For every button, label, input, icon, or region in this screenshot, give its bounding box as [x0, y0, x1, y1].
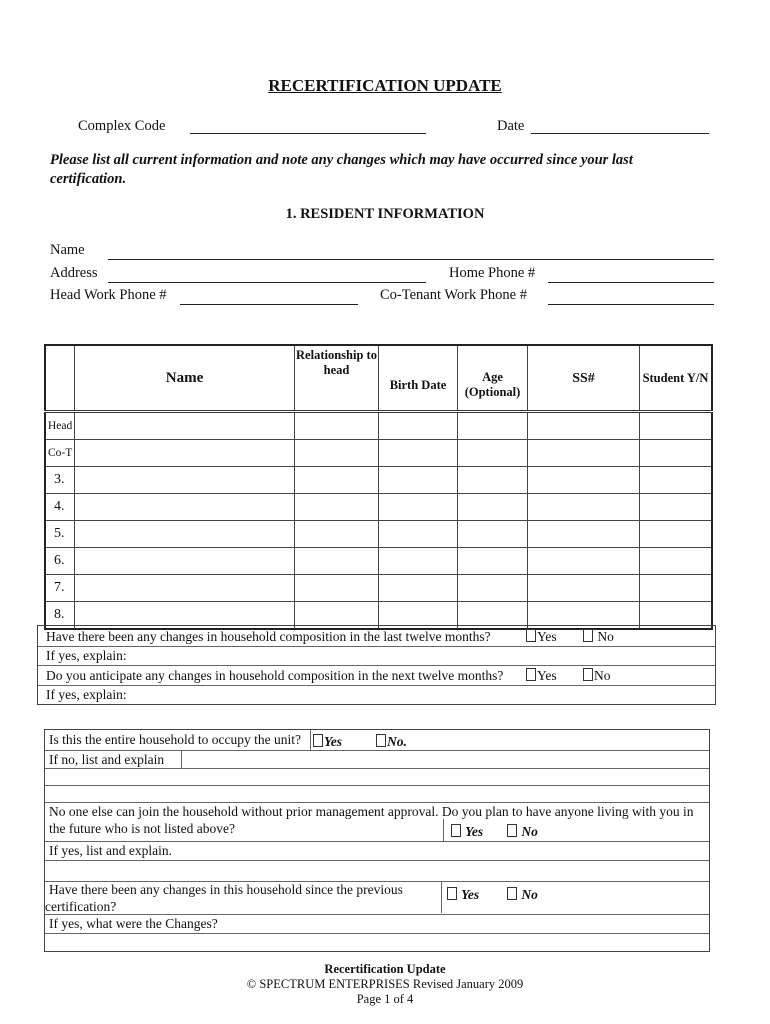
cell-birth-date[interactable] [379, 494, 458, 521]
cell-relationship[interactable] [295, 440, 379, 467]
household-members-table [44, 344, 713, 630]
cell-ssn[interactable] [528, 494, 640, 521]
header-birth-date: Birth Date [379, 345, 458, 412]
cell-name[interactable] [75, 575, 295, 602]
header-ssn: SS# [528, 345, 640, 412]
cell-birth-date[interactable] [379, 521, 458, 548]
entire-yes-option[interactable] [313, 734, 342, 750]
checkbox-icon[interactable] [526, 629, 536, 642]
changes-question-line-1: Have there been any changes in this household since the previous [49, 882, 403, 897]
cell-birth-date[interactable] [379, 548, 458, 575]
divider [45, 860, 709, 861]
cell-relationship[interactable] [295, 575, 379, 602]
head-work-phone-field[interactable] [180, 304, 358, 305]
page-title: RECERTIFICATION UPDATE [268, 76, 502, 95]
header-age: Age (Optional) [458, 345, 528, 412]
row-label: Head [45, 412, 75, 440]
cell-age[interactable] [458, 548, 528, 575]
table-row [45, 521, 712, 548]
cell-relationship[interactable] [295, 548, 379, 575]
divider [310, 730, 311, 750]
cell-age[interactable] [458, 575, 528, 602]
table-row [45, 440, 712, 467]
divider [45, 768, 709, 769]
checkbox-icon[interactable] [507, 824, 517, 837]
checkbox-icon[interactable] [507, 887, 517, 900]
cell-student[interactable] [640, 440, 713, 467]
q1-no-option[interactable] [583, 629, 614, 645]
cell-name[interactable] [75, 412, 295, 440]
name-label: Name [50, 242, 85, 258]
cell-age[interactable] [458, 494, 528, 521]
yes-label: Yes [537, 668, 557, 683]
if-no-label: If no, list and explain [49, 752, 165, 767]
cell-ssn[interactable] [528, 412, 640, 440]
cell-ssn[interactable] [528, 521, 640, 548]
cell-ssn[interactable] [528, 440, 640, 467]
if-yes-changes-label: If yes, what were the Changes? [49, 916, 218, 931]
complex-code-field[interactable] [190, 133, 426, 134]
row-label: 4. [45, 494, 75, 521]
cell-ssn[interactable] [528, 575, 640, 602]
cell-student[interactable] [640, 467, 713, 494]
if-yes-list-label: If yes, list and explain. [49, 843, 172, 858]
no-label: No [597, 629, 614, 644]
no-label: No [521, 824, 538, 839]
approval-yes-option[interactable] [451, 824, 483, 840]
approval-question-line-2: the future who is not listed above? [49, 821, 235, 836]
table-header-row [45, 345, 712, 412]
home-phone-label: Home Phone # [449, 265, 536, 281]
cell-student[interactable] [640, 548, 713, 575]
cell-student[interactable] [640, 575, 713, 602]
complex-code-label: Complex Code [78, 118, 166, 134]
table-row [45, 548, 712, 575]
no-label: No [521, 887, 538, 902]
cell-student[interactable] [640, 521, 713, 548]
divider [45, 802, 709, 803]
cell-student[interactable] [640, 412, 713, 440]
cell-age[interactable] [458, 521, 528, 548]
yes-label: Yes [324, 734, 342, 749]
footer-title: Recertification Update [324, 962, 446, 976]
table-row [45, 575, 712, 602]
cell-name[interactable] [75, 548, 295, 575]
no-label: No. [387, 734, 407, 749]
checkbox-icon[interactable] [376, 734, 386, 747]
row-label: 3. [45, 467, 75, 494]
address-label: Address [50, 265, 98, 281]
cotenant-work-phone-field[interactable] [548, 304, 714, 305]
checkbox-icon[interactable] [313, 734, 323, 747]
divider [45, 841, 709, 842]
header-name: Name [75, 345, 295, 412]
checkbox-icon[interactable] [583, 629, 593, 642]
cell-birth-date[interactable] [379, 440, 458, 467]
header-student: Student Y/N [640, 345, 713, 412]
section-title: 1. RESIDENT INFORMATION [285, 206, 485, 222]
row-label: 6. [45, 548, 75, 575]
cell-ssn[interactable] [528, 467, 640, 494]
divider [45, 914, 709, 915]
changes-yes-option[interactable] [447, 887, 479, 903]
cell-name[interactable] [75, 467, 295, 494]
no-label: No [594, 668, 611, 683]
composition-question-1: Have there been any changes in household composition in the last twelve months? [46, 629, 491, 644]
cell-age[interactable] [458, 440, 528, 467]
cell-age[interactable] [458, 412, 528, 440]
changes-question-line-2: certification? [45, 899, 117, 914]
header-row-label [45, 345, 75, 412]
cell-relationship[interactable] [295, 521, 379, 548]
divider [443, 819, 444, 841]
divider [45, 750, 709, 751]
row-label: 7. [45, 575, 75, 602]
divider [38, 665, 715, 666]
divider [38, 685, 715, 686]
cell-relationship[interactable] [295, 467, 379, 494]
cell-birth-date[interactable] [379, 575, 458, 602]
divider [181, 750, 182, 768]
date-label: Date [497, 118, 525, 134]
cell-name[interactable] [75, 440, 295, 467]
cell-age[interactable] [458, 467, 528, 494]
instructions: Please list all current information and note any changes which may have occurred since your last certification. [50, 152, 633, 187]
explain-2-label: If yes, explain: [46, 687, 127, 702]
q2-no-option[interactable] [583, 668, 611, 684]
cell-student[interactable] [640, 494, 713, 521]
head-work-phone-label: Head Work Phone # [50, 287, 167, 303]
header-relationship: Relationship to head [295, 345, 379, 412]
cell-name[interactable] [75, 521, 295, 548]
row-label: 5. [45, 521, 75, 548]
row-label: Co-T [45, 440, 75, 467]
divider [38, 646, 715, 647]
approval-question-line-1: No one else can join the household without prior management approval. Do you plan to have anyone living with you in [49, 804, 694, 819]
cell-relationship[interactable] [295, 412, 379, 440]
date-field[interactable] [531, 133, 709, 134]
cell-ssn[interactable] [528, 548, 640, 575]
divider [441, 881, 442, 913]
cell-name[interactable] [75, 494, 295, 521]
cotenant-work-phone-label: Co-Tenant Work Phone # [380, 287, 527, 303]
home-phone-field[interactable] [548, 282, 714, 283]
table-row [45, 494, 712, 521]
household-box [44, 729, 710, 952]
cell-birth-date[interactable] [379, 412, 458, 440]
cell-relationship[interactable] [295, 494, 379, 521]
entire-household-question: Is this the entire household to occupy the unit? [49, 732, 301, 747]
checkbox-icon[interactable] [526, 668, 536, 681]
cell-birth-date[interactable] [379, 467, 458, 494]
yes-label: Yes [537, 629, 557, 644]
checkbox-icon[interactable] [451, 824, 461, 837]
name-field[interactable] [108, 259, 714, 260]
changes-no-option[interactable] [507, 887, 538, 903]
explain-1-label: If yes, explain: [46, 648, 127, 663]
table-row [45, 412, 712, 440]
divider [45, 933, 709, 934]
footer-copyright: © SPECTRUM ENTERPRISES Revised January 2009 [246, 977, 524, 991]
checkbox-icon[interactable] [447, 887, 457, 900]
table-row [45, 467, 712, 494]
yes-label: Yes [465, 824, 484, 839]
composition-question-2: Do you anticipate any changes in household composition in the next twelve months? [46, 668, 504, 683]
yes-label: Yes [461, 887, 480, 902]
q1-yes-option[interactable] [526, 629, 557, 645]
composition-box [37, 625, 716, 705]
footer-page-number: Page 1 of 4 [356, 992, 414, 1006]
q2-yes-option[interactable] [526, 668, 557, 684]
address-field[interactable] [108, 282, 426, 283]
checkbox-icon[interactable] [583, 668, 593, 681]
approval-no-option[interactable] [507, 824, 538, 840]
row-label: 8. [45, 602, 75, 630]
entire-no-option[interactable] [376, 734, 407, 750]
divider [45, 785, 709, 786]
